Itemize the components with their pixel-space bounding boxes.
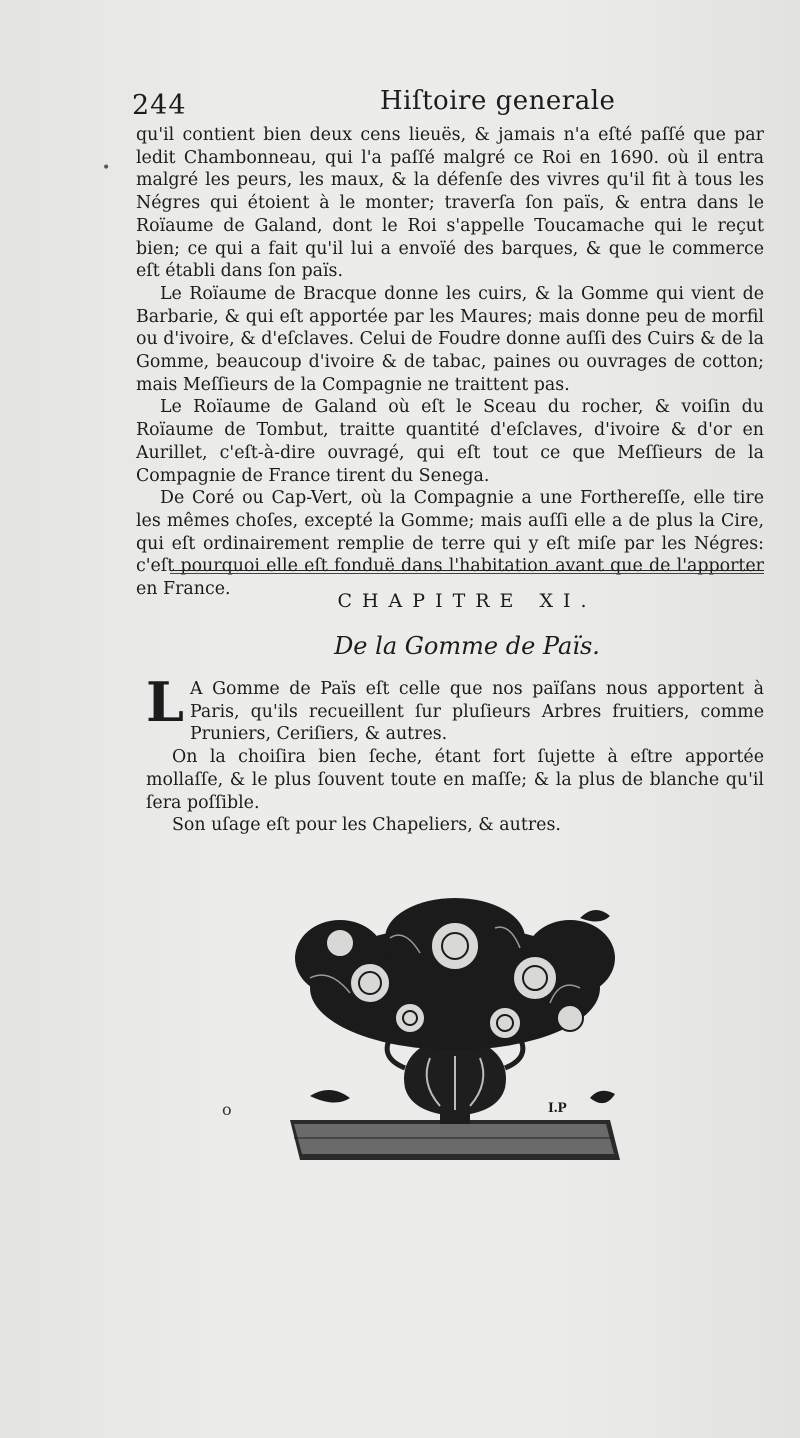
page-number: 244 xyxy=(132,90,187,121)
running-title: Hiſtoire generale xyxy=(380,86,616,116)
paragraph: qu'il contient bien deux cens lieuës, & jamais n'a eſté paſſé que par ledit Chambonneau, qui l'a paſſé malgré ce Roi en 1690. où il entra malgré les peurs, les maux, & la défenſe des vivres qu'il fit à tous les Négres qui étoient à le monter; traverſa ſon païs, & entra dans le Roïaume de Galand, dont le Roi s'appelle Toucamache qui le reçut bien; ce qui a fait qu'il lui a envoïé des barques, & que le commerce eſt établi dans ſon païs. xyxy=(136,125,764,282)
chapter-rule xyxy=(170,570,764,574)
paragraph: Son uſage eſt pour les Chapeliers, & autres. xyxy=(172,815,561,836)
paragraph: Le Roïaume de Bracque donne les cuirs, & la Gomme qui vient de Barbarie, & qui eſt apportée par les Maures; mais donne peu de morfil ou d'ivoire, & d'eſclaves. Celui de Foudre donne auſſi des Cuirs & de la Gomme, beaucoup d'ivoire & de tabac, paines ou ouvrages de cotton; mais Meſſieurs de la Compagnie ne traittent pas. xyxy=(136,283,765,395)
flower-vase-ornament xyxy=(280,898,630,1170)
margin-mark: • xyxy=(102,160,111,176)
paragraph: De Coré ou Cap-Vert, où la Compagnie a une Forthereſſe, elle tire les mêmes choſes, excepté la Gomme; mais auſſi elle a de plus la Cire, qui eſt ordinairement remplie de terre qui y eſt miſe par les Négres: c'eſt pourquoi elle eſt fonduë dans l'habitation avant que de l'apporter en France. xyxy=(136,488,764,600)
margin-mark: o xyxy=(222,1100,232,1119)
running-head xyxy=(132,86,764,122)
first-paragraph-text: A Gomme de Païs eſt celle que nos païſans nous apportent à Paris, qu'ils recueillent ſur pluſieurs Arbres fruitiers, comme Pruniers, Ceriſiers, & autres. xyxy=(189,679,764,745)
chapter-first-paragraph xyxy=(146,670,764,746)
engraver-initials: I.P xyxy=(548,1100,567,1116)
drop-cap: L xyxy=(146,670,184,734)
chapter-heading: CHAPITRE XI. xyxy=(337,590,597,612)
chapter-body xyxy=(146,670,764,837)
paragraph: On la choiſira bien ſeche, étant fort ſujette à eſtre apportée mollaſſe, & le plus ſouvent toute en maſſe; & la plus de blanche qu'il ſera poſſible. xyxy=(146,747,764,813)
body-text xyxy=(136,124,764,601)
paragraph: Le Roïaume de Galand où eſt le Sceau du rocher, & voiſin du Roïaume de Tombut, traitte quantité d'eſclaves, d'ivoire & d'or en Aurillet, c'eſt-à-dire ouvragé, qui eſt tout ce que Meſſieurs de la Compagnie de France tirent du Senega. xyxy=(136,397,764,486)
chapter-title: De la Gomme de Païs. xyxy=(334,632,600,660)
